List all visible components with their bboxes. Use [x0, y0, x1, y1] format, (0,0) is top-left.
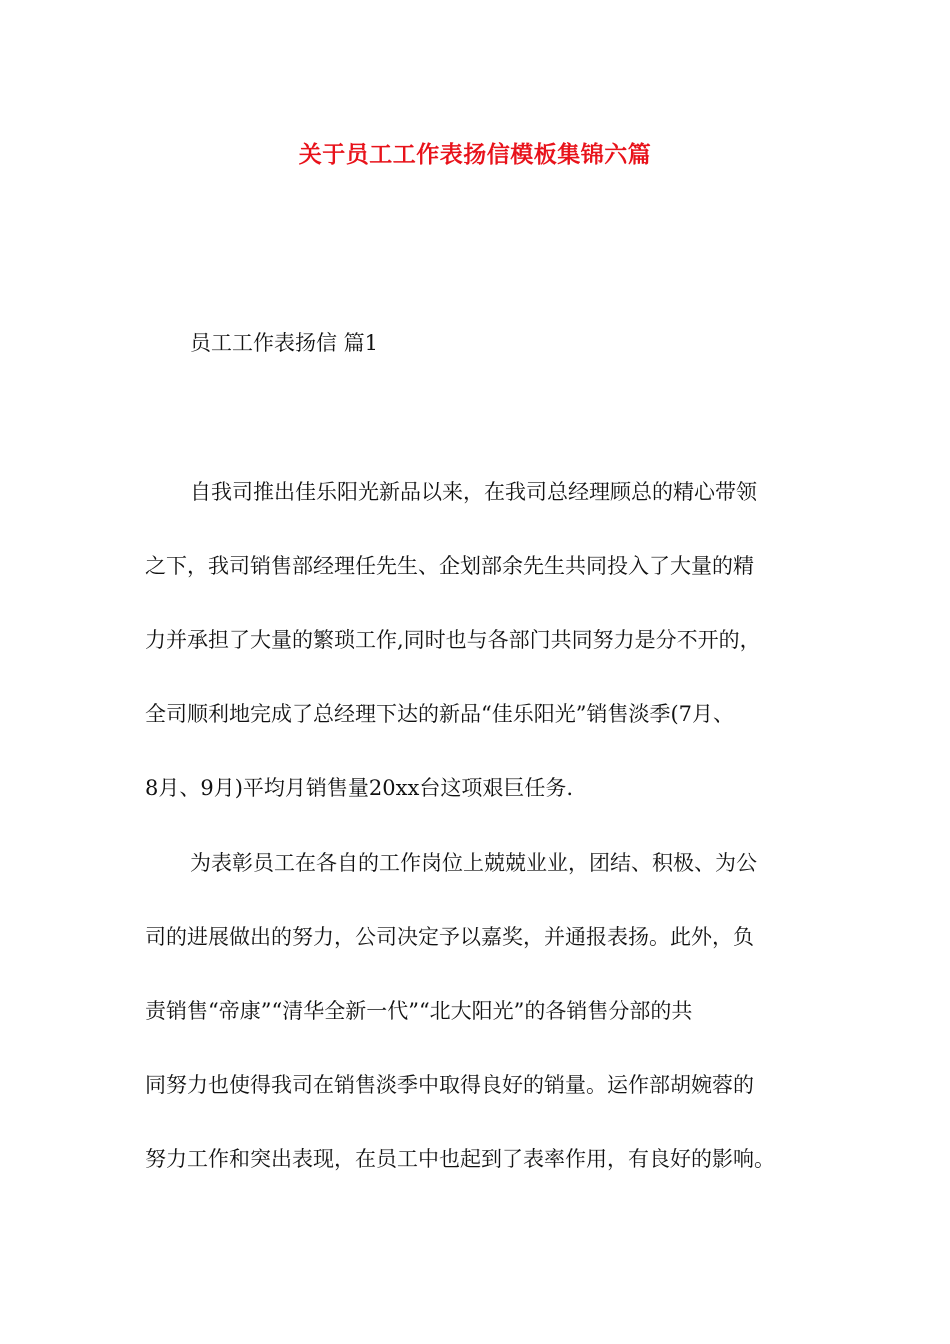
document-title: 关于员工工作表扬信模板集锦六篇: [298, 141, 652, 168]
paragraph-line: 责销售“帝康”“清华全新一代”“北大阳光”的各销售分部的共: [145, 999, 693, 1023]
paragraph-line: 8月、9月)平均月销售量20xx台这项艰巨任务.: [145, 776, 573, 800]
section-heading: 员工工作表扬信 篇1: [190, 331, 379, 355]
paragraph-line: 同努力也使得我司在销售淡季中取得良好的销量。运作部胡婉蓉的: [145, 1073, 754, 1097]
paragraph-line: 为表彰员工在各自的工作岗位上兢兢业业，团结、积极、为公: [190, 851, 757, 875]
paragraph-line: 全司顺利地完成了总经理下达的新品“佳乐阳光”销售淡季(7月、: [145, 702, 735, 726]
paragraph-line: 力并承担了大量的繁琐工作,同时也与各部门共同努力是分不开的，: [145, 628, 761, 652]
paragraph-line: 努力工作和突出表现，在员工中也起到了表率作用，有良好的影响。: [145, 1147, 775, 1171]
paragraph-line: 司的进展做出的努力，公司决定予以嘉奖，并通报表扬。此外，负: [145, 925, 754, 949]
paragraph-line: 之下，我司销售部经理任先生、企划部余先生共同投入了大量的精: [145, 554, 754, 578]
paragraph-line: 自我司推出佳乐阳光新品以来，在我司总经理顾总的精心带领: [190, 480, 757, 504]
